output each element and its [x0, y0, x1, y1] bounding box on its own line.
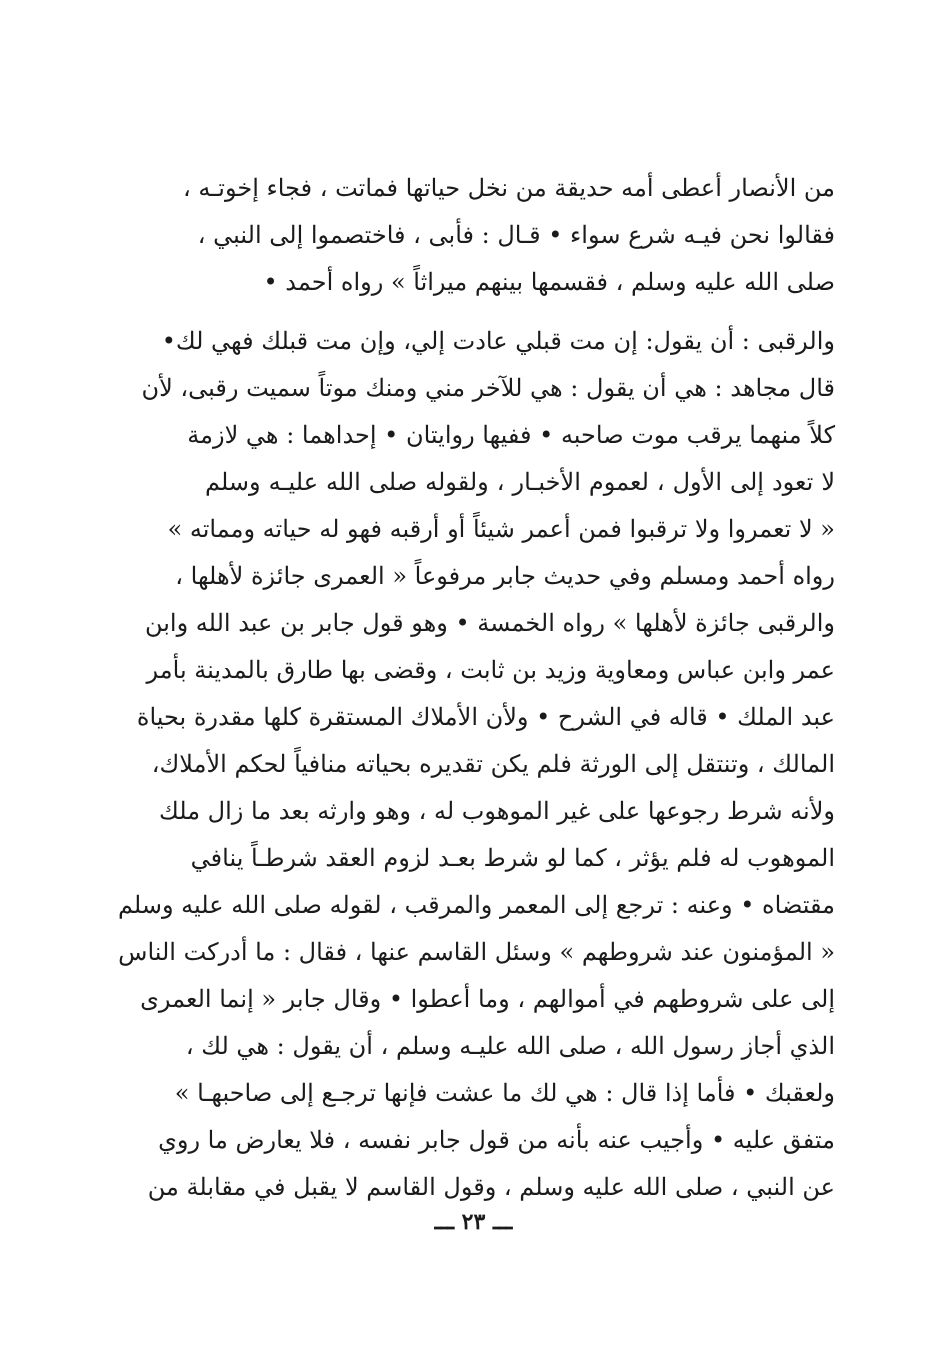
text-line: الموهوب له فلم يؤثر ، كما لو شرط بعـد لزوم العقد شرطـاً ينافي	[190, 844, 835, 872]
text-line: قال مجاهد : هي أن يقول : هي للآخر مني ومنك موتاً سميت رقبى، لأن	[141, 374, 835, 402]
text-line: عبد الملك • قاله في الشرح • ولأن الأملاك المستقرة كلها مقدرة بحياة	[136, 703, 835, 731]
text-line: عمر وابن عباس ومعاوية وزيد بن ثابت ، وقضى بها طارق بالمدينة بأمر	[146, 656, 835, 684]
text-line: والرقبى جائزة لأهلها » رواه الخمسة • وهو قول جابر بن عبد الله وابن	[144, 609, 835, 637]
text-line: صلى الله عليه وسلم ، فقسمها بينهم ميراثاً » رواه أحمد •	[263, 268, 835, 296]
text-line: « لا تعمروا ولا ترقبوا فمن أعمر شيئاً أو أرقبه فهو له حياته ومماته »	[167, 515, 835, 543]
text-line: رواه أحمد ومسلم وفي حديث جابر مرفوعاً « العمرى جائزة لأهلها ،	[175, 562, 835, 590]
text-line: المالك ، وتنتقل إلى الورثة فلم يكن تقديره بحياته منافياً لحكم الأملاك،	[151, 750, 835, 778]
text-line: مقتضاه • وعنه : ترجع إلى المعمر والمرقب ، لقوله صلى الله عليه وسلم	[117, 891, 835, 919]
page-number: ـــ ٢٣ ـــ	[434, 1209, 513, 1235]
text-line: ولأنه شرط رجوعها على غير الموهوب له ، وهو وارثه بعد ما زال ملك	[159, 797, 835, 825]
text-line: كلاً منهما يرقب موت صاحبه • ففيها روايتان • إحداهما : هي لازمة	[187, 421, 835, 449]
text-line: من الأنصار أعطى أمه حديقة من نخل حياتها فماتت ، فجاء إخوتـه ،	[183, 174, 835, 202]
text-line: ولعقبك • فأما إذا قال : هي لك ما عشت فإنها ترجـع إلى صاحبهـا »	[174, 1079, 835, 1107]
text-line: متفق عليه • وأجيب عنه بأنه من قول جابر نفسه ، فلا يعارض ما روي	[158, 1126, 835, 1154]
paragraph-2	[117, 318, 835, 1211]
text-line: الذي أجاز رسول الله ، صلى الله عليـه وسلم ، أن يقول : هي لك ،	[185, 1032, 835, 1060]
text-line: « المؤمنون عند شروطهم » وسئل القاسم عنها ، فقال : ما أدركت الناس	[118, 938, 835, 966]
paragraph-1	[183, 165, 835, 306]
text-line: إلى على شروطهم في أموالهم ، وما أعطوا • وقال جابر « إنما العمرى	[140, 985, 835, 1013]
text-line: عن النبي ، صلى الله عليه وسلم ، وقول القاسم لا يقبل في مقابلة من	[147, 1173, 835, 1201]
text-line: لا تعود إلى الأول ، لعموم الأخبـار ، ولقوله صلى الله عليـه وسلم	[205, 468, 835, 496]
text-line: فقالوا نحن فيـه شرع سواء • قـال : فأبى ، فاختصموا إلى النبي ،	[197, 221, 835, 249]
text-line: والرقبى : أن يقول: إن مت قبلي عادت إلي، وإن مت قبلك فهي لك•	[161, 327, 835, 355]
